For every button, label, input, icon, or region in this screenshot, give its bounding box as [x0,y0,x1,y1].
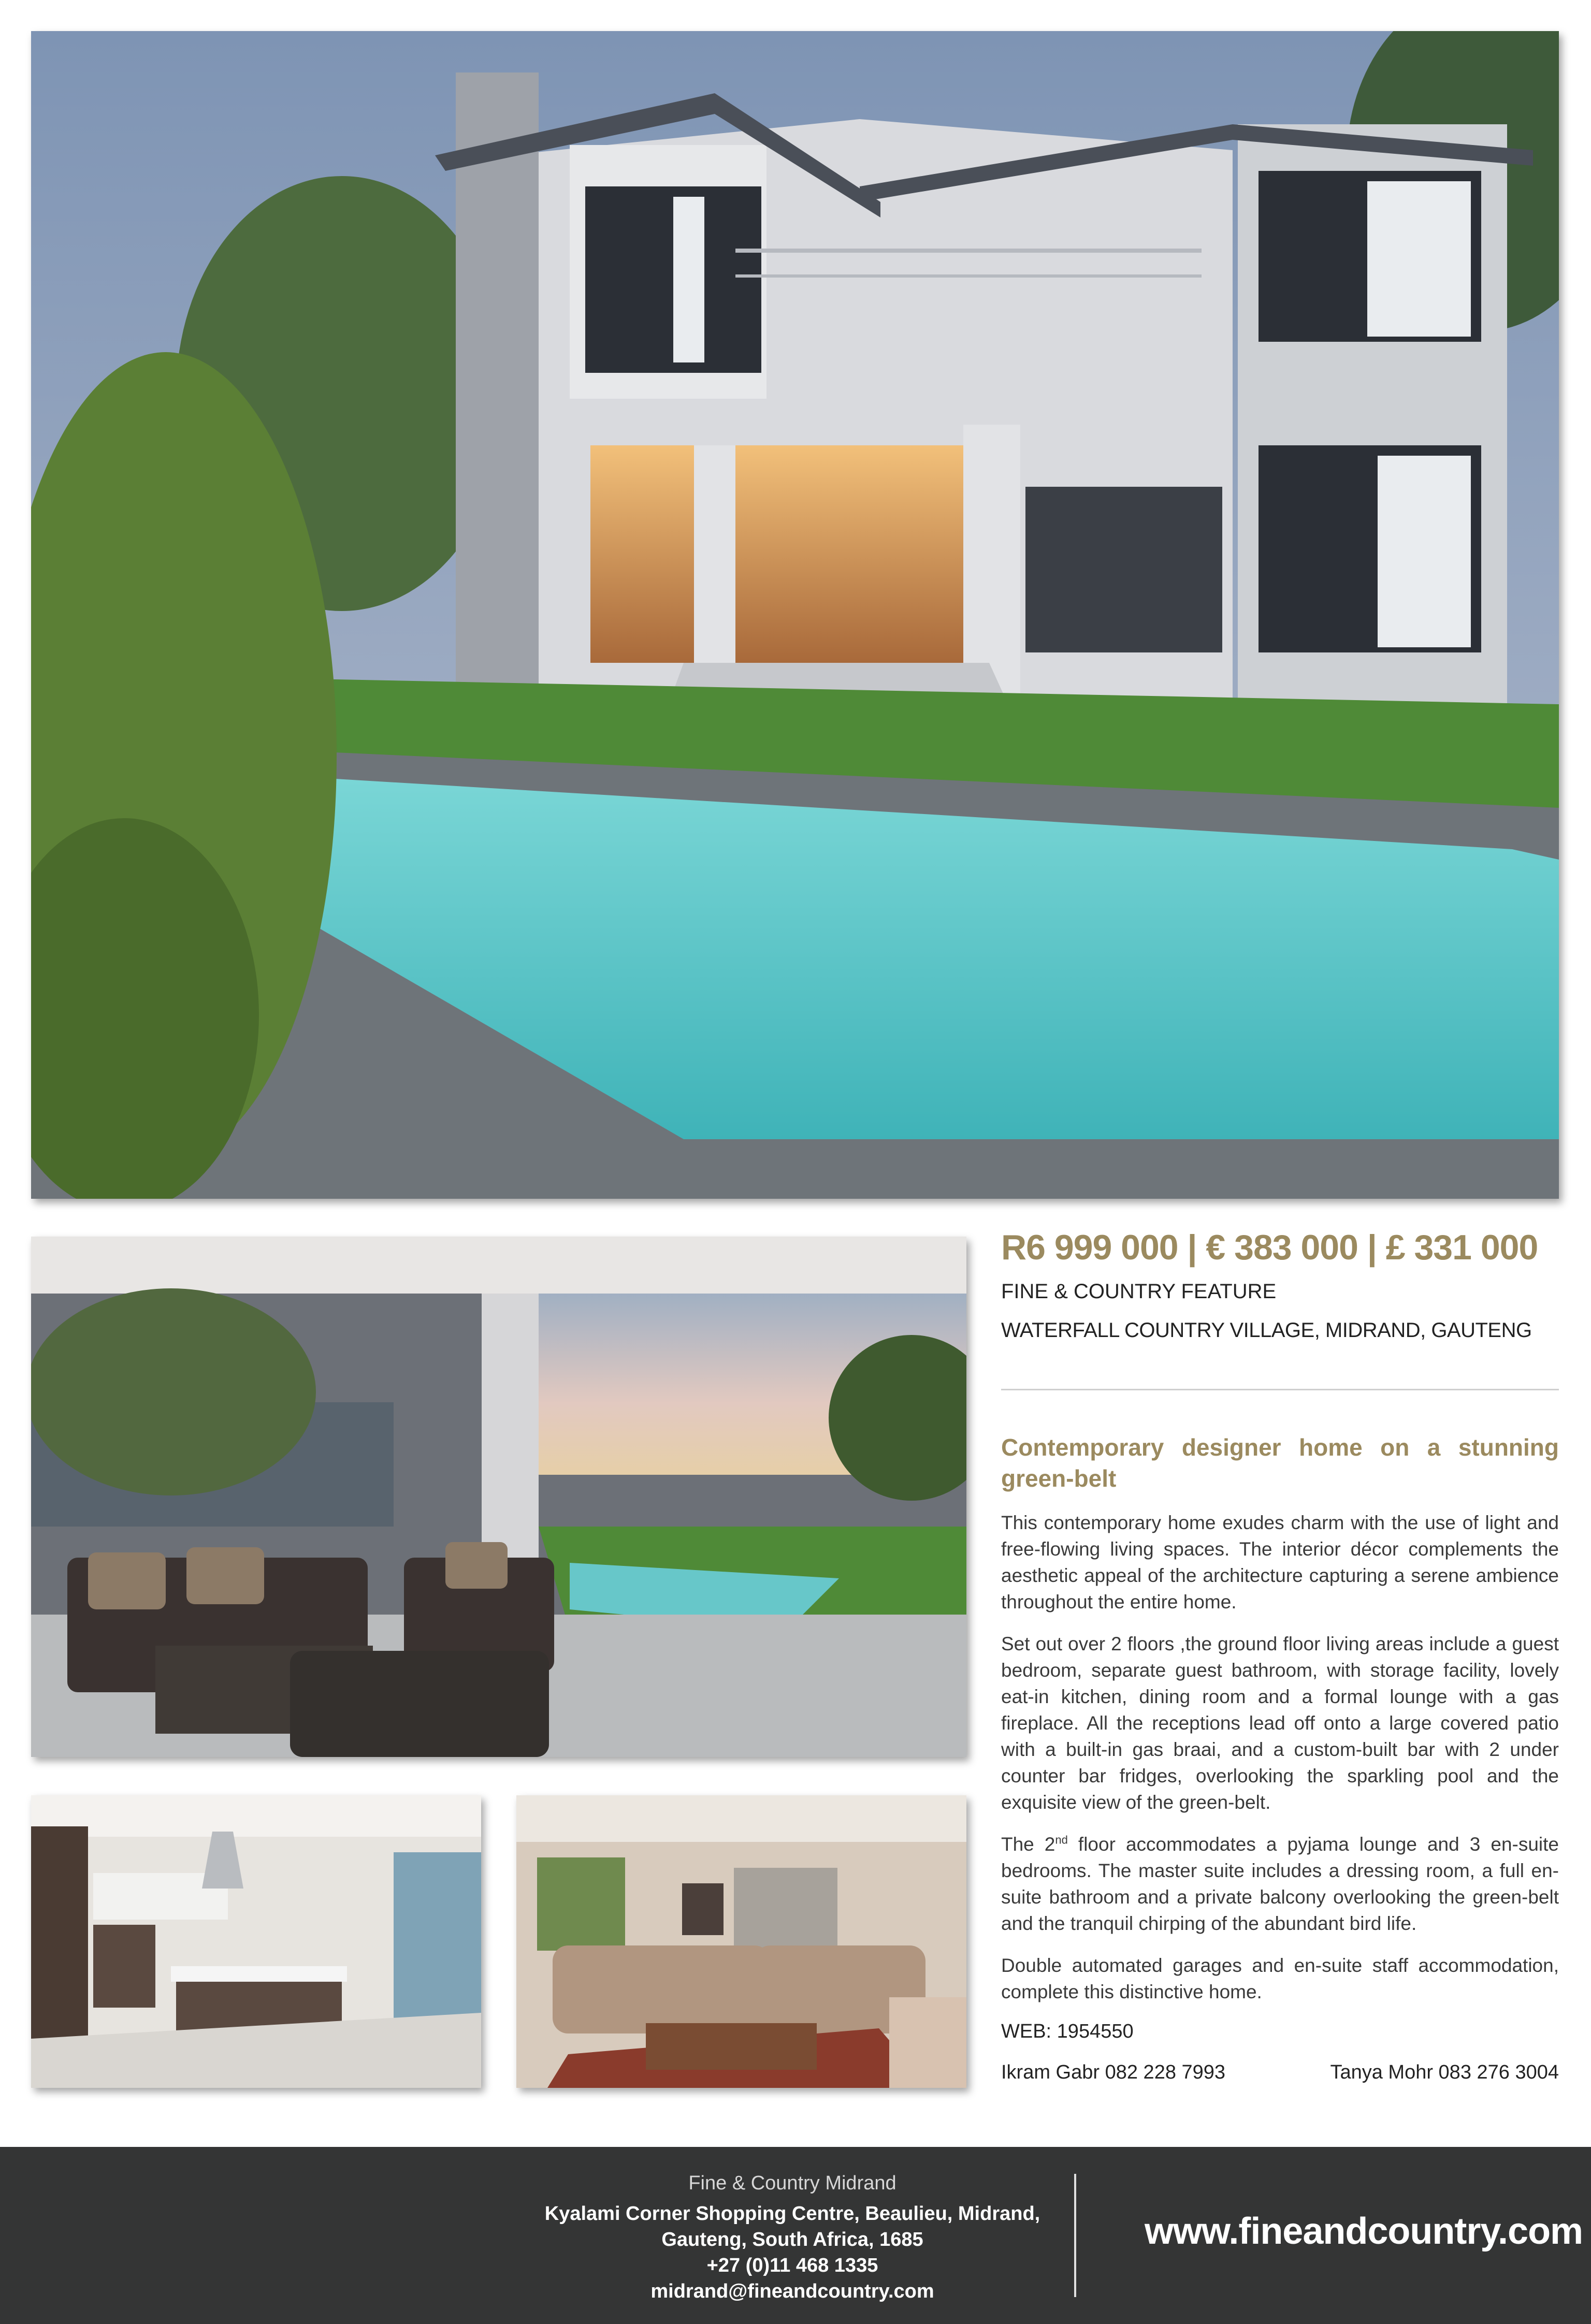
text-fragment: The 2 [1001,1834,1055,1855]
divider-rule [1001,1389,1559,1390]
listing-info [1001,1227,1559,2084]
ordinal-superscript: nd [1055,1833,1068,1847]
web-reference: WEB: 1954550 [1001,2021,1134,2042]
footer-bar [0,2147,1591,2324]
agent-contact: Tanya Mohr 083 276 3004 [1330,2061,1559,2083]
patio-photo [31,1237,966,1757]
address-line: Gauteng, South Africa, 1685 [661,2229,923,2250]
description-paragraph [1001,1831,1559,1937]
address-line: Kyalami Corner Shopping Centre, Beaulieu, Midrand, [544,2203,1040,2225]
text-fragment: floor accommodates a pyjama lounge and 3 en-suite bedrooms. The master suite includes a dressing room, a full en-suite bathroom and a private balcony overlooking the green-belt and the tranquil chirping of the abundant bird life. [1001,1834,1559,1934]
description-paragraph: Double automated garages and en-suite staff accommodation, complete this distinctive home. [1001,1955,1559,2002]
office-phone: +27 (0)11 468 1335 [706,2255,878,2276]
feature-label: FINE & COUNTRY FEATURE [1001,1280,1277,1303]
description-paragraph: This contemporary home exudes charm with the use of light and free-flowing living spaces. The interior décor complements the aesthetic appeal of the architecture capturing a serene ambience throughout the entire home. [1001,1512,1559,1613]
footer-divider [1074,2174,1076,2297]
hero-photo-house-exterior [31,31,1559,1199]
office-email[interactable]: midrand@fineandcountry.com [650,2281,934,2302]
website-link[interactable]: www.fineandcountry.com [1145,2211,1583,2252]
agent-contact: Ikram Gabr 082 228 7993 [1001,2061,1226,2083]
location-label: WATERFALL COUNTRY VILLAGE, MIDRAND, GAUTENG [1001,1319,1532,1342]
office-address [508,2201,1077,2304]
kitchen-photo [31,1795,481,2088]
office-name: Fine & Country Midrand [688,2172,896,2194]
listing-headline: Contemporary designer home on a stunning green-belt [1001,1434,1559,1492]
lounge-photo [516,1795,966,2088]
price-heading: R6 999 000 | € 383 000 | £ 331 000 [1001,1228,1538,1267]
agent-contacts [1001,2061,1559,2084]
office-details [508,2170,1077,2304]
description-paragraph: Set out over 2 floors ,the ground floor living areas include a guest bedroom, separate guest bathroom, with storage facility, lovely eat-in kitchen, dining room and a formal lounge with a gas fireplace. All the receptions lead off onto a large covered patio with a built-in gas braai, and a custom-built bar with 2 under counter bar fridges, overlooking the sparkling pool and the exquisite view of the green-belt. [1001,1633,1559,1813]
